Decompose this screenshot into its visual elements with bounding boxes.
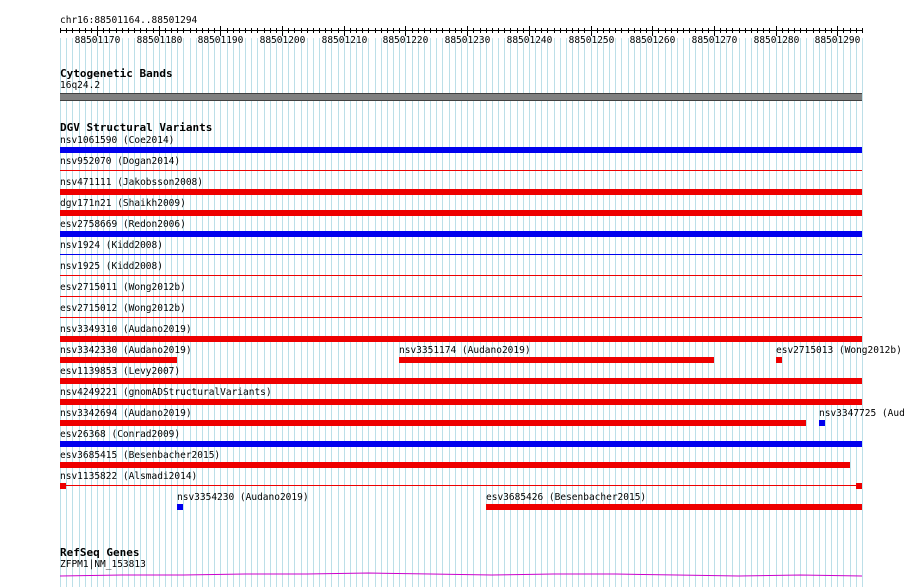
variant-bar[interactable]	[60, 378, 862, 384]
variant-end-cap[interactable]	[60, 483, 66, 489]
refseq-track-title: RefSeq Genes	[60, 546, 140, 559]
variant-bar[interactable]	[60, 170, 862, 171]
ruler-tick-label: 88501260	[629, 35, 676, 46]
ruler-tick-label: 88501270	[691, 35, 738, 46]
ruler-tick-label: 88501230	[444, 35, 491, 46]
cytoband-track-title: Cytogenetic Bands	[60, 67, 173, 80]
refseq-gene-line[interactable]	[0, 570, 890, 580]
variant-label[interactable]: dgv171n21 (Shaikh2009)	[60, 198, 186, 209]
variant-bar[interactable]	[60, 462, 850, 468]
ruler-tick-label: 88501190	[197, 35, 244, 46]
variant-label[interactable]: nsv3342694 (Audano2019)	[60, 408, 192, 419]
variant-label[interactable]: esv3685415 (Besenbacher2015)	[60, 450, 221, 461]
variant-label[interactable]: esv2715012 (Wong2012b)	[60, 303, 186, 314]
variant-label[interactable]: esv1139853 (Levy2007)	[60, 366, 181, 377]
variant-label[interactable]: nsv952070 (Dogan2014)	[60, 156, 181, 167]
variant-bar[interactable]	[819, 420, 825, 426]
variant-end-cap[interactable]	[856, 483, 862, 489]
variant-bar[interactable]	[60, 254, 862, 255]
variant-bar[interactable]	[60, 275, 862, 276]
variant-label[interactable]: nsv3354230 (Audano2019)	[177, 492, 309, 503]
variant-label[interactable]: esv2758669 (Redon2006)	[60, 219, 186, 230]
refseq-gene-label[interactable]: ZFPM1|NM_153813	[60, 559, 146, 570]
variant-label[interactable]: esv2715013 (Wong2012b)	[776, 345, 902, 356]
ruler-tick-label: 88501200	[259, 35, 306, 46]
ruler-tick-label: 88501290	[814, 35, 861, 46]
variant-bar[interactable]	[60, 231, 862, 237]
variant-bar[interactable]	[486, 504, 862, 510]
ruler-tick-label: 88501170	[74, 35, 121, 46]
variant-label[interactable]: nsv3342330 (Audano2019)	[60, 345, 192, 356]
ruler-tick-label: 88501180	[136, 35, 183, 46]
variant-bar[interactable]	[60, 147, 862, 153]
variant-bar[interactable]	[60, 317, 862, 318]
ruler-tick-label: 88501250	[568, 35, 615, 46]
ruler-tick-label: 88501280	[753, 35, 800, 46]
location-label: chr16:88501164..88501294	[60, 15, 198, 26]
variant-bar[interactable]	[60, 441, 862, 447]
variant-bar[interactable]	[60, 189, 862, 195]
variant-bar[interactable]	[60, 485, 862, 486]
variant-label[interactable]: nsv3347725 (Aud	[819, 408, 905, 419]
variant-bar[interactable]	[60, 296, 862, 297]
variant-bar[interactable]	[776, 357, 782, 363]
variant-label[interactable]: nsv3351174 (Audano2019)	[399, 345, 531, 356]
cytoband-bar[interactable]	[60, 93, 862, 101]
variant-label[interactable]: nsv471111 (Jakobsson2008)	[60, 177, 203, 188]
variant-label[interactable]: esv3685426 (Besenbacher2015)	[486, 492, 647, 503]
variant-bar[interactable]	[60, 210, 862, 216]
variant-label[interactable]: nsv3349310 (Audano2019)	[60, 324, 192, 335]
variant-label[interactable]: nsv1061590 (Coe2014)	[60, 135, 175, 146]
ruler-tick-label: 88501220	[382, 35, 429, 46]
ruler-tick-label: 88501240	[506, 35, 553, 46]
variant-bar[interactable]	[60, 399, 862, 405]
variant-bar[interactable]	[60, 357, 177, 363]
variant-bar[interactable]	[60, 336, 862, 342]
variant-label[interactable]: nsv1925 (Kidd2008)	[60, 261, 163, 272]
variant-label[interactable]: nsv1135822 (Alsmadi2014)	[60, 471, 198, 482]
variant-bar[interactable]	[177, 504, 183, 510]
cytoband-label: 16q24.2	[60, 80, 101, 91]
ruler-tick-label: 88501210	[321, 35, 368, 46]
variant-bar[interactable]	[399, 357, 714, 363]
variant-label[interactable]: esv2715011 (Wong2012b)	[60, 282, 186, 293]
variant-bar[interactable]	[60, 420, 806, 426]
variant-label[interactable]: nsv4249221 (gnomADStructuralVariants)	[60, 387, 272, 398]
dgv-track-title: DGV Structural Variants	[60, 121, 213, 134]
variant-label[interactable]: esv26368 (Conrad2009)	[60, 429, 181, 440]
variant-label[interactable]: nsv1924 (Kidd2008)	[60, 240, 163, 251]
